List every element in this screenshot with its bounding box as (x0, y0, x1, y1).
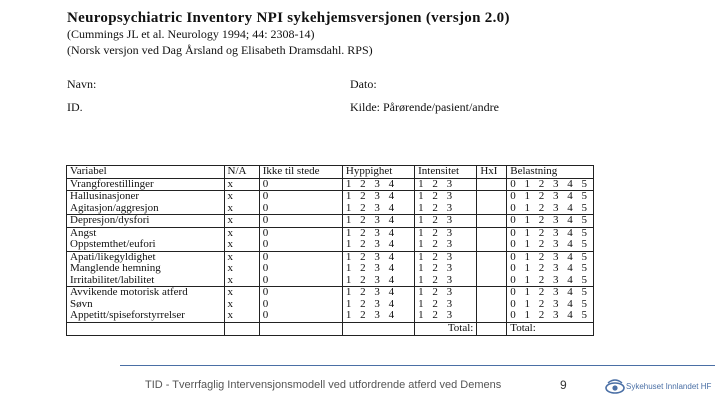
belastning-cell: 0 1 2 3 4 5 (507, 299, 594, 311)
header-hxi: HxI (477, 166, 507, 179)
variabel-cell: Agitasjon/aggresjon (67, 203, 225, 215)
variabel-cell: Hallusinasjoner (67, 191, 225, 203)
intensitet-cell: 1 2 3 (415, 215, 477, 228)
id-label: ID. (67, 100, 83, 114)
norwegian-version-note: (Norsk versjon ved Dag Årsland og Elisabeth Dramsdahl. RPS) (67, 43, 373, 57)
na-cell: x (224, 203, 259, 215)
na-cell: x (224, 251, 259, 263)
belastning-cell: 0 1 2 3 4 5 (507, 203, 594, 215)
total-cell (67, 322, 225, 335)
hyppighet-cell: 1 2 3 4 (342, 191, 414, 203)
hxi-cell (477, 263, 507, 275)
table-row (67, 191, 594, 203)
belastning-cell: 0 1 2 3 4 5 (507, 263, 594, 275)
variabel-cell: Irritabilitet/labilitet (67, 275, 225, 287)
hyppighet-cell: 1 2 3 4 (342, 310, 414, 322)
variabel-cell: Manglende hemning (67, 263, 225, 275)
header-hyppighet: Hyppighet (342, 166, 414, 179)
hxi-cell (477, 287, 507, 299)
ikke-til-stede-cell: 0 (259, 310, 342, 322)
belastning-cell: 0 1 2 3 4 5 (507, 227, 594, 239)
variabel-cell: Avvikende motorisk atferd (67, 287, 225, 299)
table-row (67, 203, 594, 215)
ikke-til-stede-cell: 0 (259, 251, 342, 263)
total-cell (477, 322, 507, 335)
intensitet-cell: 1 2 3 (415, 191, 477, 203)
logo-text: Sykehuset Innlandet HF (626, 382, 712, 391)
variabel-cell: Angst (67, 227, 225, 239)
table-row (67, 239, 594, 251)
na-cell: x (224, 299, 259, 311)
variabel-cell: Søvn (67, 299, 225, 311)
intensitet-cell: 1 2 3 (415, 275, 477, 287)
hxi-cell (477, 251, 507, 263)
hyppighet-cell: 1 2 3 4 (342, 239, 414, 251)
ikke-til-stede-cell: 0 (259, 215, 342, 228)
variabel-cell: Apati/likegyldighet (67, 251, 225, 263)
npi-table (66, 165, 594, 336)
na-cell: x (224, 310, 259, 322)
header-ikke-til-stede: Ikke til stede (259, 166, 342, 179)
na-cell: x (224, 227, 259, 239)
ikke-til-stede-cell: 0 (259, 178, 342, 191)
intensitet-cell: 1 2 3 (415, 263, 477, 275)
document-title: Neuropsychiatric Inventory NPI sykehjemsversjonen (versjon 2.0) (67, 10, 510, 26)
na-cell: x (224, 191, 259, 203)
footer-divider (120, 365, 715, 366)
belastning-cell: 0 1 2 3 4 5 (507, 287, 594, 299)
citation: (Cummings JL et al. Neurology 1994; 44: 2308-14) (67, 27, 315, 41)
belastning-cell: 0 1 2 3 4 5 (507, 239, 594, 251)
intensitet-cell: 1 2 3 (415, 287, 477, 299)
belastning-cell: 0 1 2 3 4 5 (507, 310, 594, 322)
total-ixi-label: Total: (415, 322, 477, 335)
hxi-cell (477, 215, 507, 228)
hyppighet-cell: 1 2 3 4 (342, 227, 414, 239)
hyppighet-cell: 1 2 3 4 (342, 287, 414, 299)
intensitet-cell: 1 2 3 (415, 178, 477, 191)
variabel-cell: Vrangforestillinger (67, 178, 225, 191)
na-cell: x (224, 263, 259, 275)
header-variabel: Variabel (67, 166, 225, 179)
ikke-til-stede-cell: 0 (259, 287, 342, 299)
header-intensitet: Intensitet (415, 166, 477, 179)
hyppighet-cell: 1 2 3 4 (342, 263, 414, 275)
table-row (67, 178, 594, 191)
belastning-cell: 0 1 2 3 4 5 (507, 191, 594, 203)
ikke-til-stede-cell: 0 (259, 299, 342, 311)
table-row (67, 263, 594, 275)
belastning-cell: 0 1 2 3 4 5 (507, 178, 594, 191)
kilde-label: Kilde: Pårørende/pasient/andre (350, 100, 499, 114)
hxi-cell (477, 275, 507, 287)
belastning-cell: 0 1 2 3 4 5 (507, 275, 594, 287)
hyppighet-cell: 1 2 3 4 (342, 251, 414, 263)
page-number: 9 (560, 378, 567, 392)
table-row (67, 275, 594, 287)
belastning-cell: 0 1 2 3 4 5 (507, 215, 594, 228)
intensitet-cell: 1 2 3 (415, 203, 477, 215)
ikke-til-stede-cell: 0 (259, 275, 342, 287)
footer-text: TID - Tverrfaglig Intervensjonsmodell ved utfordrende atferd ved Demens (145, 379, 502, 391)
table-row (67, 310, 594, 322)
hxi-cell (477, 203, 507, 215)
total-belastning-label: Total: (507, 322, 594, 335)
belastning-cell: 0 1 2 3 4 5 (507, 251, 594, 263)
na-cell: x (224, 287, 259, 299)
table-header-row (67, 166, 594, 179)
intensitet-cell: 1 2 3 (415, 239, 477, 251)
na-cell: x (224, 275, 259, 287)
hxi-cell (477, 191, 507, 203)
variabel-cell: Oppstemthet/eufori (67, 239, 225, 251)
intensitet-cell: 1 2 3 (415, 251, 477, 263)
total-row (67, 322, 594, 335)
hyppighet-cell: 1 2 3 4 (342, 299, 414, 311)
na-cell: x (224, 215, 259, 228)
variabel-cell: Depresjon/dysfori (67, 215, 225, 228)
na-cell: x (224, 239, 259, 251)
hxi-cell (477, 310, 507, 322)
ikke-til-stede-cell: 0 (259, 227, 342, 239)
hyppighet-cell: 1 2 3 4 (342, 215, 414, 228)
table-row (67, 287, 594, 299)
hxi-cell (477, 299, 507, 311)
hospital-logo (604, 376, 714, 398)
ikke-til-stede-cell: 0 (259, 239, 342, 251)
navn-label: Navn: (67, 77, 97, 91)
ikke-til-stede-cell: 0 (259, 263, 342, 275)
total-cell (259, 322, 342, 335)
hxi-cell (477, 178, 507, 191)
intensitet-cell: 1 2 3 (415, 299, 477, 311)
intensitet-cell: 1 2 3 (415, 227, 477, 239)
na-cell: x (224, 178, 259, 191)
header-belastning: Belastning (507, 166, 594, 179)
variabel-cell: Appetitt/spiseforstyrrelser (67, 310, 225, 322)
ikke-til-stede-cell: 0 (259, 191, 342, 203)
logo-eye-icon (604, 376, 626, 398)
intensitet-cell: 1 2 3 (415, 310, 477, 322)
table-row (67, 227, 594, 239)
total-cell (224, 322, 259, 335)
hxi-cell (477, 239, 507, 251)
hxi-cell (477, 227, 507, 239)
hyppighet-cell: 1 2 3 4 (342, 275, 414, 287)
total-cell (342, 322, 414, 335)
hyppighet-cell: 1 2 3 4 (342, 178, 414, 191)
ikke-til-stede-cell: 0 (259, 203, 342, 215)
header-na: N/A (224, 166, 259, 179)
table-row (67, 251, 594, 263)
table-row (67, 215, 594, 228)
dato-label: Dato: (350, 77, 377, 91)
hyppighet-cell: 1 2 3 4 (342, 203, 414, 215)
